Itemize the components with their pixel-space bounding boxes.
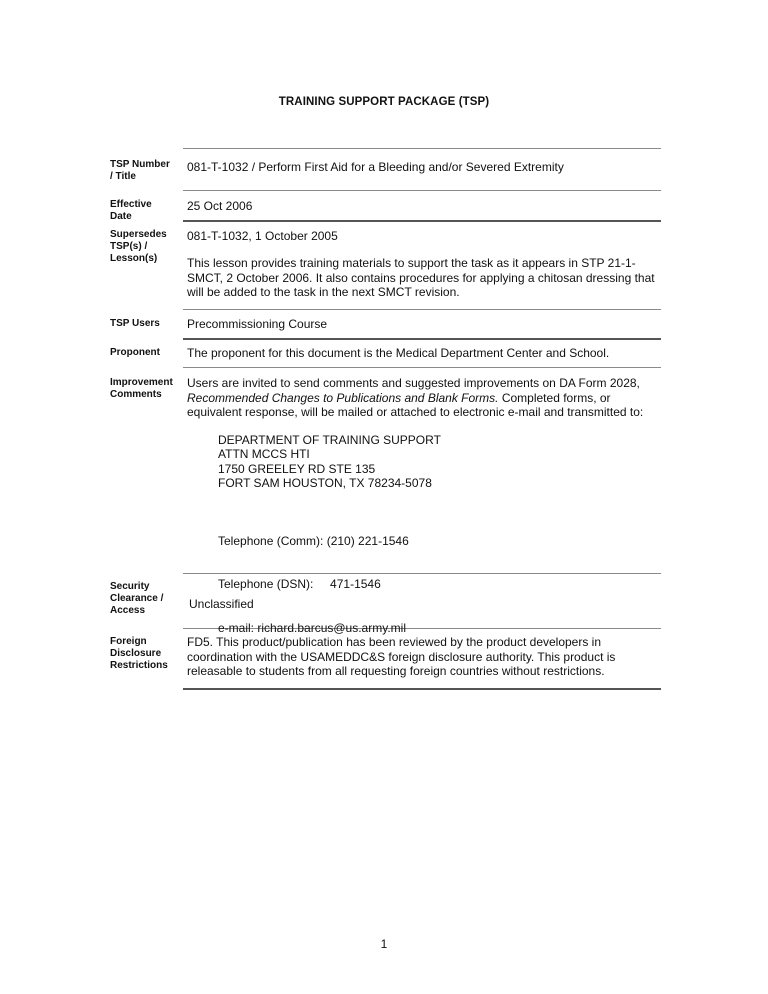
address-line: DEPARTMENT OF TRAINING SUPPORT xyxy=(218,432,441,447)
intro-text-continued: Completed forms, or equivalent response, will be mailed or attached to electronic e-mail and transmitted to: xyxy=(187,390,644,419)
mailing-address xyxy=(218,433,662,491)
security-label: Security Clearance / Access xyxy=(110,581,164,616)
phone-dsn: Telephone (DSN): 471-1546 xyxy=(218,577,381,591)
divider xyxy=(183,190,661,191)
address-line: FORT SAM HOUSTON, TX 78234-5078 xyxy=(218,476,432,490)
divider xyxy=(183,309,661,310)
tsp-number-value: 081-T-1032 / Perform First Aid for a Bleeding and/or Severed Extremity xyxy=(187,160,564,174)
divider xyxy=(183,367,661,368)
tsp-users-label: TSP Users xyxy=(110,318,160,329)
supersedes-value: 081-T-1032, 1 October 2005 xyxy=(187,229,338,243)
form-title: Recommended Changes to Publications and Blank Forms. xyxy=(187,390,499,405)
security-value: Unclassified xyxy=(189,597,254,611)
address-line: 1750 GREELEY RD STE 135 xyxy=(218,461,376,476)
proponent-value: The proponent for this document is the Medical Department Center and School. xyxy=(187,346,610,360)
divider xyxy=(183,338,661,340)
improvement-label: Improvement Comments xyxy=(110,377,173,400)
tsp-number-label: TSP Number / Title xyxy=(110,159,170,182)
address-line: ATTN MCCS HTI xyxy=(218,447,310,461)
proponent-label: Proponent xyxy=(110,347,160,358)
page-number: 1 xyxy=(380,937,388,951)
intro-text: Users are invited to send comments and suggested improvements on DA Form 2028, xyxy=(187,376,640,390)
effective-date-label: Effective Date xyxy=(110,199,152,222)
document-title: TRAINING SUPPORT PACKAGE (TSP) xyxy=(278,96,490,108)
supersedes-note: This lesson provides training materials to support the task as it appears in STP 21-1-SMCT, 2 October 2006. It also contains procedures for applying a chitosan dressing that will be added to the task in the next SMCT revision. xyxy=(187,256,655,299)
divider xyxy=(183,220,661,222)
email-link[interactable]: e-mail: richard.barcus@us.army.mil xyxy=(218,620,406,635)
effective-date-value: 25 Oct 2006 xyxy=(187,199,253,213)
foreign-disclosure-label: Foreign Disclosure Restrictions xyxy=(110,636,168,671)
phone-comm: Telephone (Comm): (210) 221-1546 xyxy=(218,533,409,548)
tsp-users-value: Precommissioning Course xyxy=(187,317,328,331)
improvement-value xyxy=(187,376,662,664)
divider xyxy=(183,148,661,149)
divider xyxy=(183,688,661,690)
improvement-intro xyxy=(187,376,662,420)
supersedes-label: Supersedes TSP(s) / Lesson(s) xyxy=(110,229,167,264)
foreign-disclosure-value: FD5. This product/publication has been reviewed by the product developers in coordination with the USAMEDDC&S foreign disclosure authority. This product is releasable to students from all requesting foreign countries without restrictions. xyxy=(187,635,616,678)
